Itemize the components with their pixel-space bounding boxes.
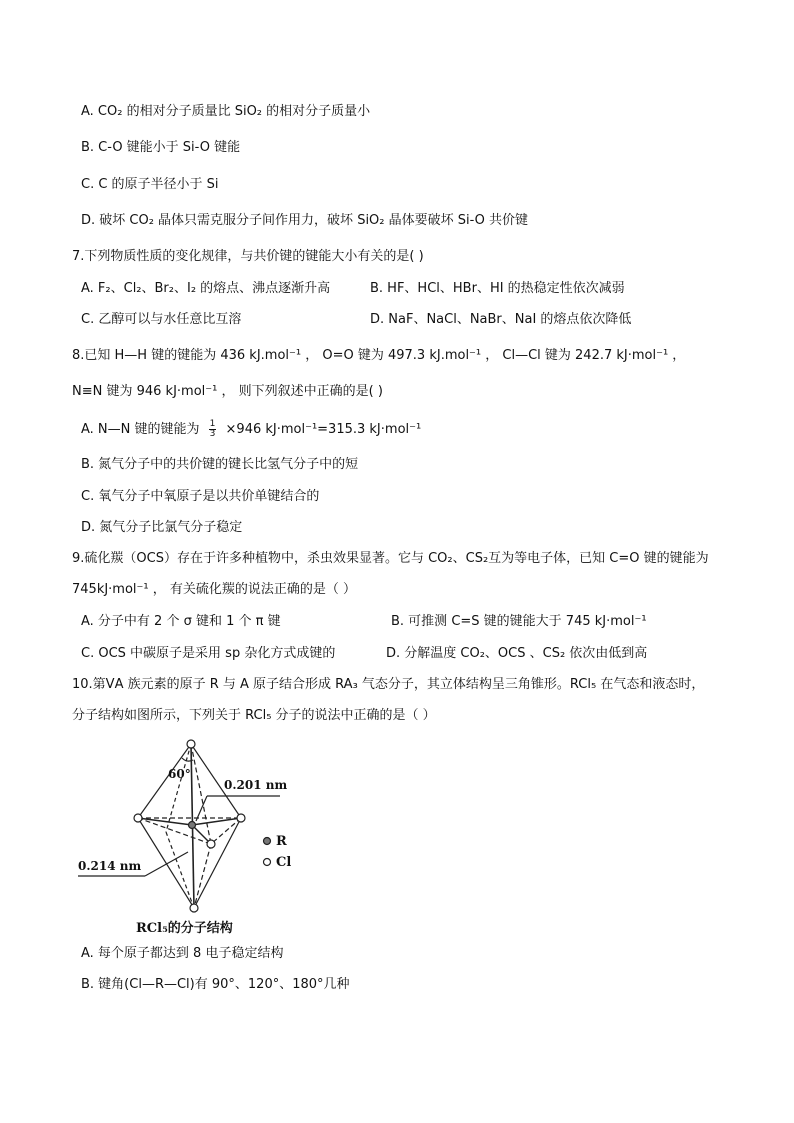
q9-option-a: A. 分子中有 2 个 σ 键和 1 个 π 键 <box>81 614 281 629</box>
q9-option-d: D. 分解温度 CO₂、OCS 、CS₂ 依次由低到高 <box>386 646 648 661</box>
q10-option-a: A. 每个原子都达到 8 电子稳定结构 <box>81 946 284 961</box>
figure-caption: RCl₅的分子结构 <box>136 921 233 936</box>
q9-option-c: C. OCS 中碳原子是采用 sp 杂化方式成键的 <box>81 646 336 661</box>
q7-option-a: A. F₂、Cl₂、Br₂、I₂ 的熔点、沸点逐渐升高 <box>81 281 331 296</box>
fraction <box>209 420 217 439</box>
q9-stem-line1: 9.硫化羰（OCS）存在于许多种植物中，杀虫效果显著。它与 CO₂、CS₂互为等电子体，已知 C=O 键的键能为 <box>72 551 709 566</box>
q8-option-a-suffix: ×946 kJ·mol⁻¹=315.3 kJ·mol⁻¹ <box>225 422 422 437</box>
q6-option-a: A. CO₂ 的相对分子质量比 SiO₂ 的相对分子质量小 <box>81 104 371 119</box>
q9-stem-line2: 745kJ·mol⁻¹ ， 有关硫化羰的说法正确的是（ ） <box>72 582 357 597</box>
q9-option-b: B. 可推测 C=S 键的键能大于 745 kJ·mol⁻¹ <box>391 614 647 629</box>
q7-option-b: B. HF、HCl、HBr、HI 的热稳定性依次减弱 <box>370 281 625 296</box>
q6-option-d: D. 破坏 CO₂ 晶体只需克服分子间作用力，破坏 SiO₂ 晶体要破坏 Si-O 共价键 <box>81 213 529 228</box>
q10-option-b: B. 键角(Cl—R—Cl)有 90°、120°、180°几种 <box>81 977 350 992</box>
rcl5-structure-figure <box>70 732 340 937</box>
q7-option-c: C. 乙醇可以与水任意比互溶 <box>81 312 242 327</box>
q8-stem-line2: N≡N 键为 946 kJ·mol⁻¹ ， 则下列叙述中正确的是( ) <box>72 384 383 399</box>
q6-option-b: B. C-O 键能小于 Si-O 键能 <box>81 140 241 155</box>
q7-option-d: D. NaF、NaCl、NaBr、NaI 的熔点依次降低 <box>370 312 632 327</box>
q10-stem-line2: 分子结构如图所示，下列关于 RCl₅ 分子的说法中正确的是（ ） <box>72 708 436 723</box>
bond-length-label-2: 0.214 nm <box>78 859 142 873</box>
legend-cl-label: Cl <box>276 855 292 870</box>
q8-stem-line1: 8.已知 H—H 键的键能为 436 kJ.mol⁻¹ ， O=O 键为 497.3 kJ.mol⁻¹ ， Cl—Cl 键为 242.7 kJ·mol⁻¹ ， <box>72 348 686 363</box>
legend-r-label: R <box>276 834 287 849</box>
q8-option-d: D. 氮气分子比氯气分子稳定 <box>81 520 243 535</box>
q8-option-a-prefix: A. N—N 键的键能为 <box>81 422 200 437</box>
q10-stem-line1: 10.第ⅤA 族元素的原子 R 与 A 原子结合形成 RA₃ 气态分子，其立体结构呈三角锥形。RCl₅ 在气态和液态时， <box>72 677 705 692</box>
q8-option-b: B. 氮气分子中的共价键的键长比氢气分子中的短 <box>81 457 359 472</box>
q7-stem: 7.下列物质性质的变化规律，与共价键的键能大小有关的是( ) <box>72 249 424 264</box>
fraction-numerator: 1 <box>209 419 216 429</box>
bond-length-label-1: 0.201 nm <box>224 778 288 792</box>
fraction-denominator: 3 <box>209 429 216 439</box>
q6-option-c: C. C 的原子半径小于 Si <box>81 177 219 192</box>
angle-label: 60° <box>168 767 191 781</box>
q8-option-a <box>81 420 421 439</box>
q8-option-c: C. 氧气分子中氧原子是以共价单键结合的 <box>81 489 320 504</box>
